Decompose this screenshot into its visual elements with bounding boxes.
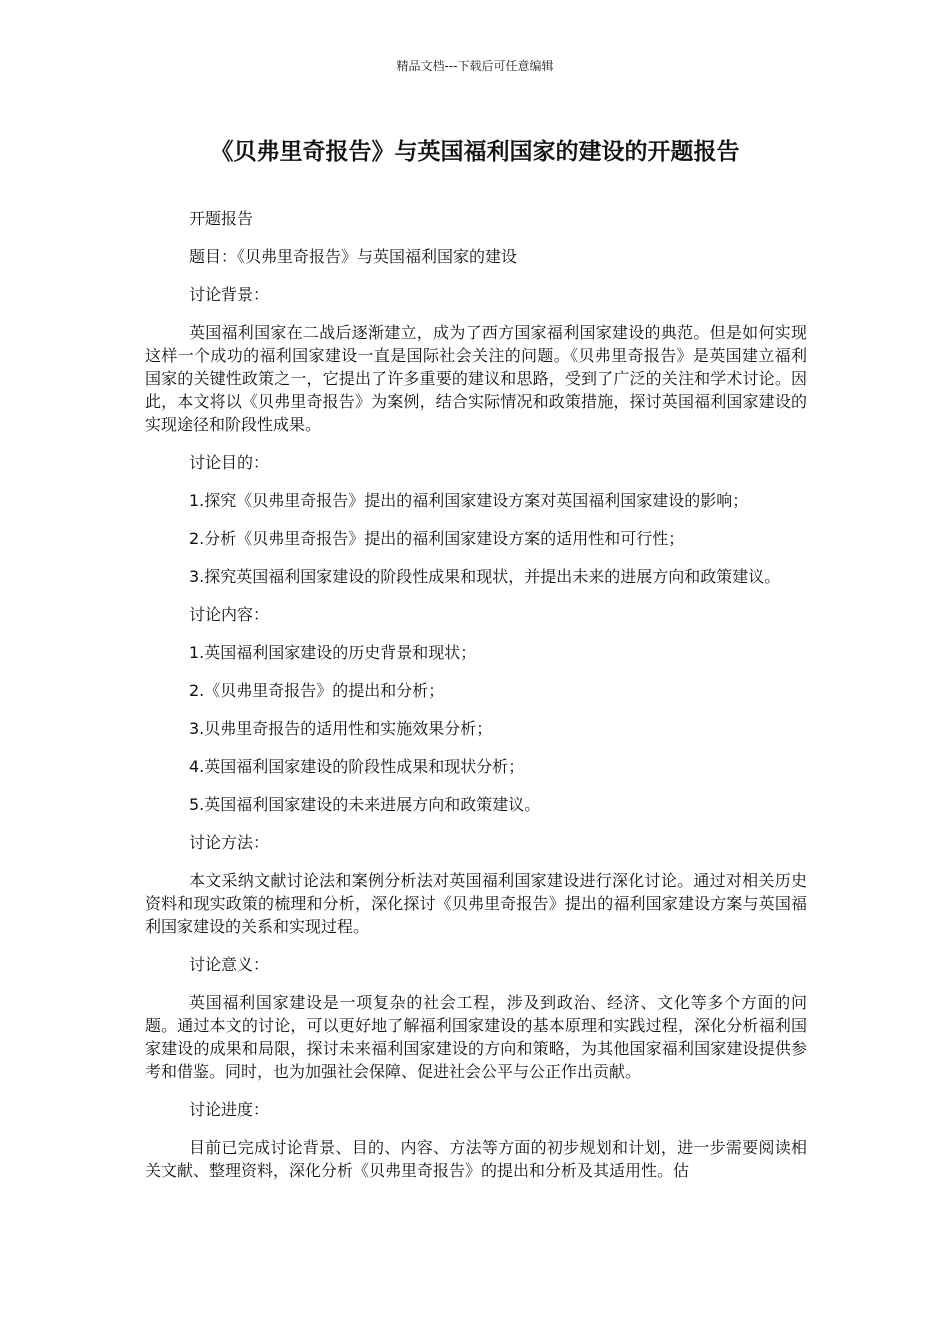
list-item-content-4: 4.英国福利国家建设的阶段性成果和现状分析； bbox=[189, 757, 525, 776]
document-body bbox=[145, 207, 807, 1197]
heading-progress: 讨论进度： bbox=[189, 1100, 270, 1119]
list-item-content-5: 5.英国福利国家建设的未来进展方向和政策建议。 bbox=[189, 795, 541, 814]
list-item-content-3: 3.贝弗里奇报告的适用性和实施效果分析； bbox=[189, 719, 493, 738]
heading-content: 讨论内容： bbox=[189, 605, 270, 624]
paragraph-method: 本文采纳文献讨论法和案例分析法对英国福利国家建设进行深化讨论。通过对相关历史资料和现实政策的梳理和分析，深化探讨《贝弗里奇报告》提出的福利国家建设方案与英国福利国家建设的关系和实现过程。 bbox=[145, 871, 807, 936]
list-item-content-1: 1.英国福利国家建设的历史背景和现状； bbox=[189, 643, 477, 662]
list-item-purpose-2: 2.分析《贝弗里奇报告》提出的福利国家建设方案的适用性和可行性； bbox=[189, 529, 685, 548]
list-item-content-2: 2.《贝弗里奇报告》的提出和分析； bbox=[189, 681, 445, 700]
document-title: 《贝弗里奇报告》与英国福利国家的建设的开题报告 bbox=[210, 139, 740, 165]
heading-purpose: 讨论目的： bbox=[189, 453, 270, 472]
paragraph-topic: 题目：《贝弗里奇报告》与英国福利国家的建设 bbox=[189, 247, 518, 266]
list-item-purpose-3: 3.探究英国福利国家建设的阶段性成果和现状，并提出未来的进展方向和政策建议。 bbox=[189, 567, 781, 586]
paragraph-progress: 目前已完成讨论背景、目的、内容、方法等方面的初步规划和计划，进一步需要阅读相关文献、整理资料，深化分析《贝弗里奇报告》的提出和分析及其适用性。估 bbox=[145, 1138, 807, 1180]
paragraph-significance: 英国福利国家建设是一项复杂的社会工程，涉及到政治、经济、文化等多个方面的问题。通过本文的讨论，可以更好地了解福利国家建设的基本原理和实践过程，深化分析福利国家建设的成果和局限，探讨未来福利国家建设的方向和策略，为其他国家福利国家建设提供参考和借鉴。同时，也为加强社会保障、促进社会公平与公正作出贡献。 bbox=[145, 993, 807, 1081]
paragraph-background: 英国福利国家在二战后逐渐建立，成为了西方国家福利国家建设的典范。但是如何实现这样一个成功的福利国家建设一直是国际社会关注的问题。《贝弗里奇报告》是英国建立福利国家的关键性政策之一，它提出了许多重要的建议和思路，受到了广泛的关注和学术讨论。因此，本文将以《贝弗里奇报告》为案例，结合实际情况和政策措施，探讨英国福利国家建设的实现途径和阶段性成果。 bbox=[145, 323, 807, 434]
heading-significance: 讨论意义： bbox=[189, 955, 270, 974]
heading-background: 讨论背景： bbox=[189, 285, 270, 304]
heading-method: 讨论方法： bbox=[189, 833, 270, 852]
paragraph-report-label: 开题报告 bbox=[189, 209, 254, 228]
list-item-purpose-1: 1.探究《贝弗里奇报告》提出的福利国家建设方案对英国福利国家建设的影响； bbox=[189, 491, 749, 510]
running-header: 精品文档---下载后可任意编辑 bbox=[396, 59, 554, 73]
